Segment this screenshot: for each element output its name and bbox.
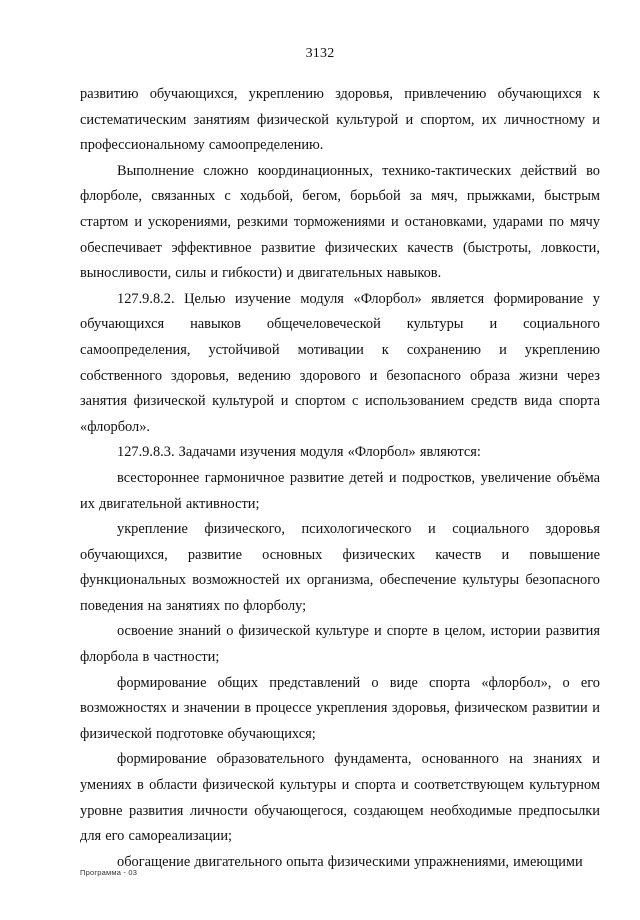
list-item-enrichment: обогащение двигательного опыта физическими упражнениями, имеющими	[117, 853, 583, 870]
paragraph-continuation: развитию обучающихся, укреплению здоровья, привлечению обучающихся к систематическим занятиям физической культурой и спортом, их личностному и профессиональному самоопределению.	[80, 86, 600, 154]
list-item-representation: формирование общих представлений о виде спорта «флорбол», о его возможностях и значении в процессе укрепления здоровья, физическом развитии и физической подготовке обучающихся;	[80, 674, 600, 742]
paragraph-tasks-heading: 127.9.8.3. Задачами изучения модуля «Флорбол» являются:	[117, 444, 481, 461]
document-body	[80, 82, 600, 875]
paragraph-execution: Выполнение сложно координационных, технико-тактических действий во флорболе, связанных с ходьбой, бегом, борьбой за мяч, прыжками, быстрым стартом и ускорениями, резкими торможениями и остановками, ударами по мячу обеспечивает эффективное развитие физических качеств (быстроты, ловкости, выносливости, силы и гибкости) и двигательных навыков.	[80, 162, 600, 282]
list-item-development: всестороннее гармоничное развитие детей и подростков, увеличение объёма их двигательной активности;	[80, 469, 600, 512]
list-item-knowledge: освоение знаний о физической культуре и спорте в целом, истории развития флорбола в частности;	[80, 623, 600, 666]
list-item-foundation: формирование образовательного фундамента, основанного на знаниях и умениях в области физической культуры и спорта и соответствующем культурном уровне развития личности обучающегося, создающем необходимые предпосылки для его самореализации;	[80, 751, 600, 845]
footer-label: Программа - 03	[80, 868, 138, 877]
page-number: 3132	[305, 46, 335, 61]
list-item-health: укрепление физического, психологического и социального здоровья обучающихся, развитие основных физических качеств и повышение функциональных возможностей их организма, обеспечение культуры безопасного поведения на занятиях по флорболу;	[80, 521, 600, 614]
paragraph-goal: 127.9.8.2. Целью изучение модуля «Флорбол» является формирование у обучающихся навыков общечеловеческой культуры и социального самоопределения, устойчивой мотивации к сохранению и укреплению собственного здоровья, ведению здорового и безопасного образа жизни через занятия физической культурой и спортом с использованием средств вида спорта «флорбол».	[80, 290, 600, 435]
